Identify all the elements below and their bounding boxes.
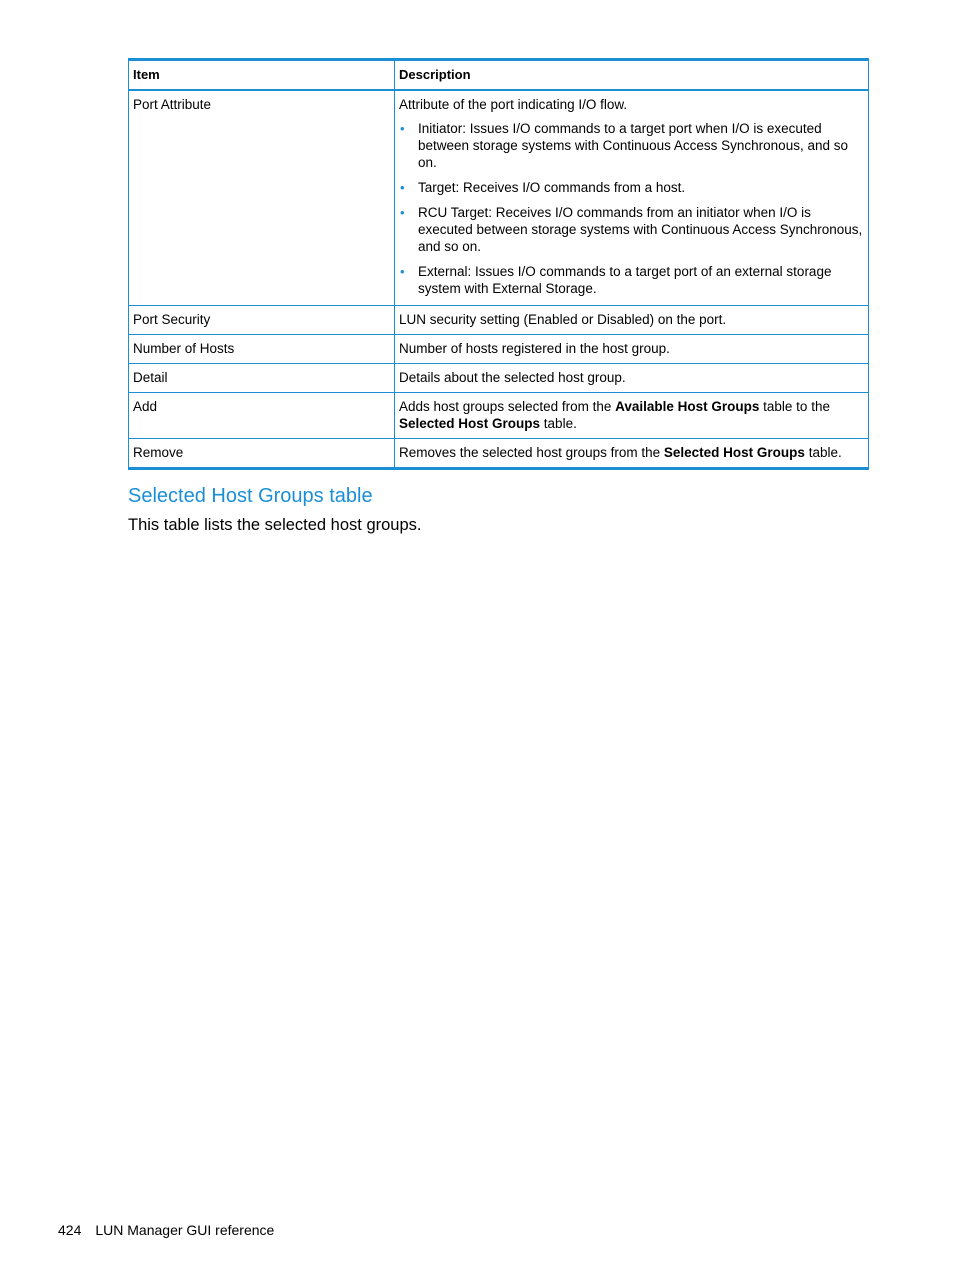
row-item: Remove bbox=[129, 439, 395, 469]
list-item-text: External: Issues I/O commands to a target port of an external storage system with External Storage. bbox=[418, 264, 832, 296]
reference-table bbox=[128, 58, 869, 470]
list-item bbox=[400, 263, 864, 297]
table-row bbox=[129, 393, 869, 439]
table-row bbox=[129, 90, 869, 306]
row-item: Port Security bbox=[129, 306, 395, 335]
bullet-icon: • bbox=[400, 205, 405, 220]
row-description: Details about the selected host group. bbox=[395, 364, 869, 393]
bullet-icon: • bbox=[400, 121, 405, 136]
description-text: Adds host groups selected from the bbox=[399, 399, 616, 414]
ui-term-selected-host-groups: Selected Host Groups bbox=[399, 416, 541, 431]
list-item bbox=[400, 120, 864, 171]
row-item: Detail bbox=[129, 364, 395, 393]
list-item bbox=[400, 204, 864, 255]
bullet-icon: • bbox=[400, 180, 405, 195]
description-text: table to the bbox=[759, 399, 830, 414]
row-item: Number of Hosts bbox=[129, 335, 395, 364]
bullet-list bbox=[399, 120, 864, 297]
ui-term-available-host-groups: Available Host Groups bbox=[615, 399, 760, 414]
section-heading: Selected Host Groups table bbox=[128, 485, 373, 507]
row-item: Add bbox=[129, 393, 395, 439]
header-item: Item bbox=[129, 60, 395, 91]
table-row bbox=[129, 364, 869, 393]
ui-term-selected-host-groups: Selected Host Groups bbox=[663, 445, 805, 460]
row-description bbox=[395, 393, 869, 439]
list-item-text: RCU Target: Receives I/O commands from an initiator when I/O is executed between storage systems with Continuous Access Synchronous, and so on. bbox=[418, 205, 863, 254]
row-item: Port Attribute bbox=[129, 90, 395, 306]
list-item-text: Initiator: Issues I/O commands to a target port when I/O is executed between storage systems with Continuous Access Synchronous, and so on. bbox=[418, 121, 848, 170]
header-description: Description bbox=[395, 60, 869, 91]
description-text: table. bbox=[540, 416, 577, 431]
description-text: Attribute of the port indicating I/O flow. bbox=[399, 97, 628, 112]
table-row bbox=[129, 439, 869, 469]
description-text: Removes the selected host groups from the bbox=[399, 445, 664, 460]
table-row bbox=[129, 306, 869, 335]
page-number: 424 bbox=[58, 1222, 82, 1238]
list-item-text: Target: Receives I/O commands from a host. bbox=[418, 180, 686, 195]
row-description bbox=[395, 90, 869, 306]
table-header-row bbox=[129, 60, 869, 91]
row-description bbox=[395, 439, 869, 469]
page-footer bbox=[58, 1222, 274, 1238]
list-item bbox=[400, 179, 864, 196]
description-text: table. bbox=[804, 445, 842, 460]
bullet-icon: • bbox=[400, 264, 405, 279]
footer-title: LUN Manager GUI reference bbox=[95, 1222, 275, 1238]
row-description: LUN security setting (Enabled or Disabled) on the port. bbox=[395, 306, 869, 335]
section-body: This table lists the selected host groups. bbox=[128, 516, 422, 534]
table-row bbox=[129, 335, 869, 364]
row-description: Number of hosts registered in the host group. bbox=[395, 335, 869, 364]
